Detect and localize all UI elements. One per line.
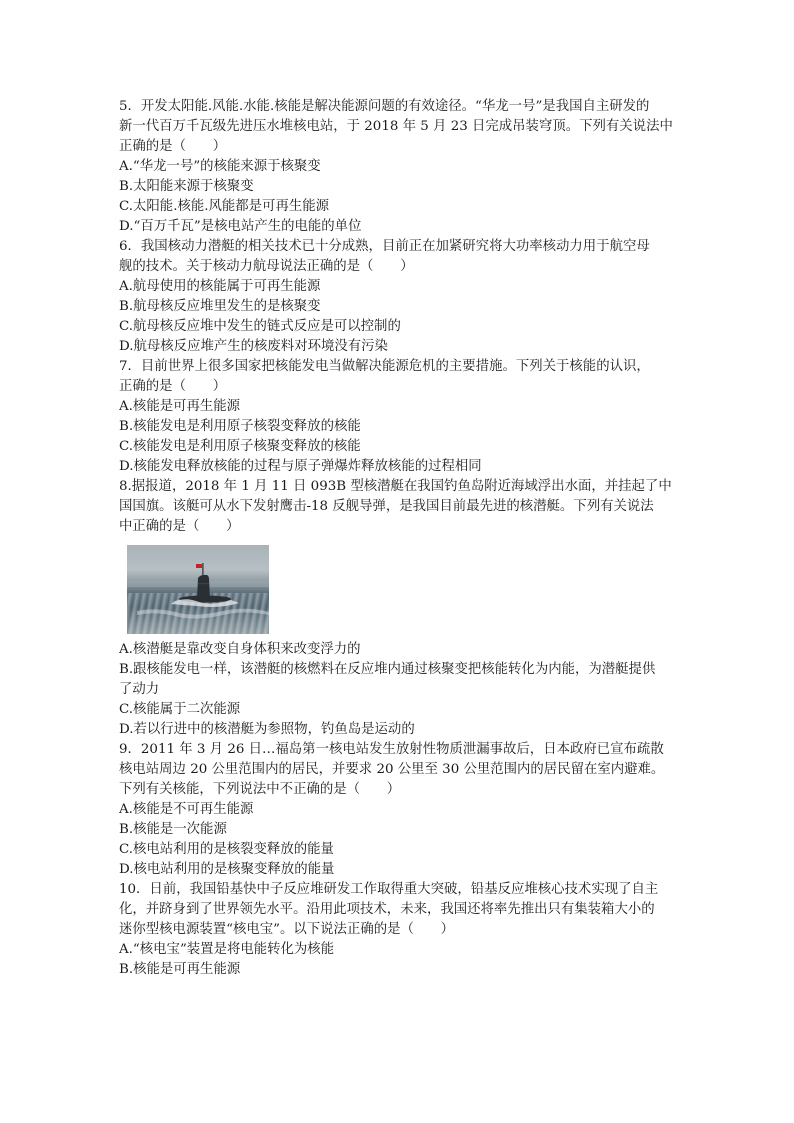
- question-6-stem-line-1: 6．我国核动力潜艇的相关技术已十分成熟，目前正在加紧研究将大功率核动力用于航空母: [119, 239, 650, 254]
- question-8-stem-line-3: 中正确的是（ ）: [119, 519, 240, 534]
- question-10: [119, 880, 679, 980]
- question-5-option-d: D.“百万千瓦”是核电站产生的电能的单位: [119, 219, 362, 234]
- question-6-stem-line-2: 舰的技术。关于核动力航母说法正确的是（ ）: [119, 259, 414, 274]
- question-8: [119, 477, 679, 740]
- question-9-option-a: A.核能是不可再生能源: [119, 802, 254, 817]
- question-9-stem-line-3: 下列有关核能，下列说法中不正确的是（ ）: [119, 782, 401, 797]
- question-10-stem-line-2: 化，并跻身到了世界领先水平。沿用此项技术，未来，我国还将率先推出只有集装箱大小的: [119, 902, 655, 917]
- question-9: [119, 740, 679, 880]
- question-7-option-b: B.核能发电是利用原子核裂变释放的核能: [119, 419, 361, 434]
- question-6-option-c: C.航母核反应堆中发生的链式反应是可以控制的: [119, 319, 401, 334]
- question-10-option-b: B.核能是可再生能源: [119, 962, 241, 977]
- question-5: [119, 97, 679, 237]
- question-8-stem-line-2: 国国旗。该艇可从水下发射鹰击-18 反舰导弹，是我国目前最先进的核潜艇。下列有关说法: [119, 499, 654, 514]
- question-5-option-b: B.太阳能来源于核聚变: [119, 179, 254, 194]
- question-6-option-a: A.航母使用的核能属于可再生能源: [119, 279, 321, 294]
- question-8-stem-line-1: 8.据报道，2018 年 1 月 11 日 093B 型核潜艇在我国钓鱼岛附近海域浮出水面，并挂起了中: [119, 479, 672, 494]
- question-9-stem-line-2: 核电站周边 20 公里范围内的居民，并要求 20 公里至 30 公里范围内的居民留在室内避难。: [119, 762, 665, 777]
- question-8-option-c: C.核能属于二次能源: [119, 702, 241, 717]
- question-10-option-a: A.“核电宝”装置是将电能转化为核能: [119, 942, 335, 957]
- question-9-option-d: D.核电站利用的是核聚变释放的能量: [119, 862, 335, 877]
- submarine-illustration: [127, 545, 269, 634]
- question-6: [119, 237, 679, 357]
- question-5-stem-line-3: 正确的是（ ）: [119, 139, 227, 154]
- question-9-option-b: B.核能是一次能源: [119, 822, 227, 837]
- question-5-option-c: C.太阳能.核能.风能都是可再生能源: [119, 199, 330, 214]
- question-7-stem-line-2: 正确的是（ ）: [119, 379, 227, 394]
- question-7-stem-line-1: 7．目前世界上很多国家把核能发电当做解决能源危机的主要措施。下列关于核能的认识，: [119, 359, 650, 374]
- question-9-stem-line-1: 9．2011 年 3 月 26 日…福岛第一核电站发生放射性物质泄漏事故后，日本政府已宣布疏散: [119, 742, 664, 757]
- question-6-option-b: B.航母核反应堆里发生的是核聚变: [119, 299, 321, 314]
- question-10-stem-line-1: 10．日前，我国铅基快中子反应堆研发工作取得重大突破，铅基反应堆核心技术实现了自主: [119, 882, 659, 897]
- question-8-option-d: D.若以行进中的核潜艇为参照物，钓鱼岛是运动的: [119, 722, 415, 737]
- question-7-option-c: C.核能发电是利用原子核聚变释放的核能: [119, 439, 361, 454]
- question-8-option-b: B.跟核能发电一样，该潜艇的核燃料在反应堆内通过核聚变把核能转化为内能，为潜艇提供: [119, 662, 656, 677]
- question-5-stem-line-2: 新一代百万千瓦级先进压水堆核电站，于 2018 年 5 月 23 日完成吊装穹顶。下列有关说法中: [119, 119, 673, 134]
- question-5-option-a: A.“华龙一号”的核能来源于核聚变: [119, 159, 321, 174]
- question-5-stem-line-1: 5．开发太阳能.风能.水能.核能是解决能源问题的有效途径。“华龙一号”是我国自主研发的: [119, 99, 650, 114]
- question-list: [119, 97, 679, 980]
- question-7-option-d: D.核能发电释放核能的过程与原子弹爆炸释放核能的过程相同: [119, 459, 482, 474]
- question-7-option-a: A.核能是可再生能源: [119, 399, 241, 414]
- question-7: [119, 357, 679, 477]
- question-8-option-a: A.核潜艇是靠改变自身体积来改变浮力的: [119, 642, 361, 657]
- question-10-stem-line-3: 迷你型核电源装置“核电宝”。以下说法正确的是（ ）: [119, 922, 455, 937]
- question-9-option-c: C.核电站利用的是核裂变释放的能量: [119, 842, 334, 857]
- submarine-photo: [127, 545, 269, 634]
- question-8-option-b-continued: 了动力: [119, 682, 160, 697]
- question-6-option-d: D.航母核反应堆产生的核废料对环境没有污染: [119, 339, 388, 354]
